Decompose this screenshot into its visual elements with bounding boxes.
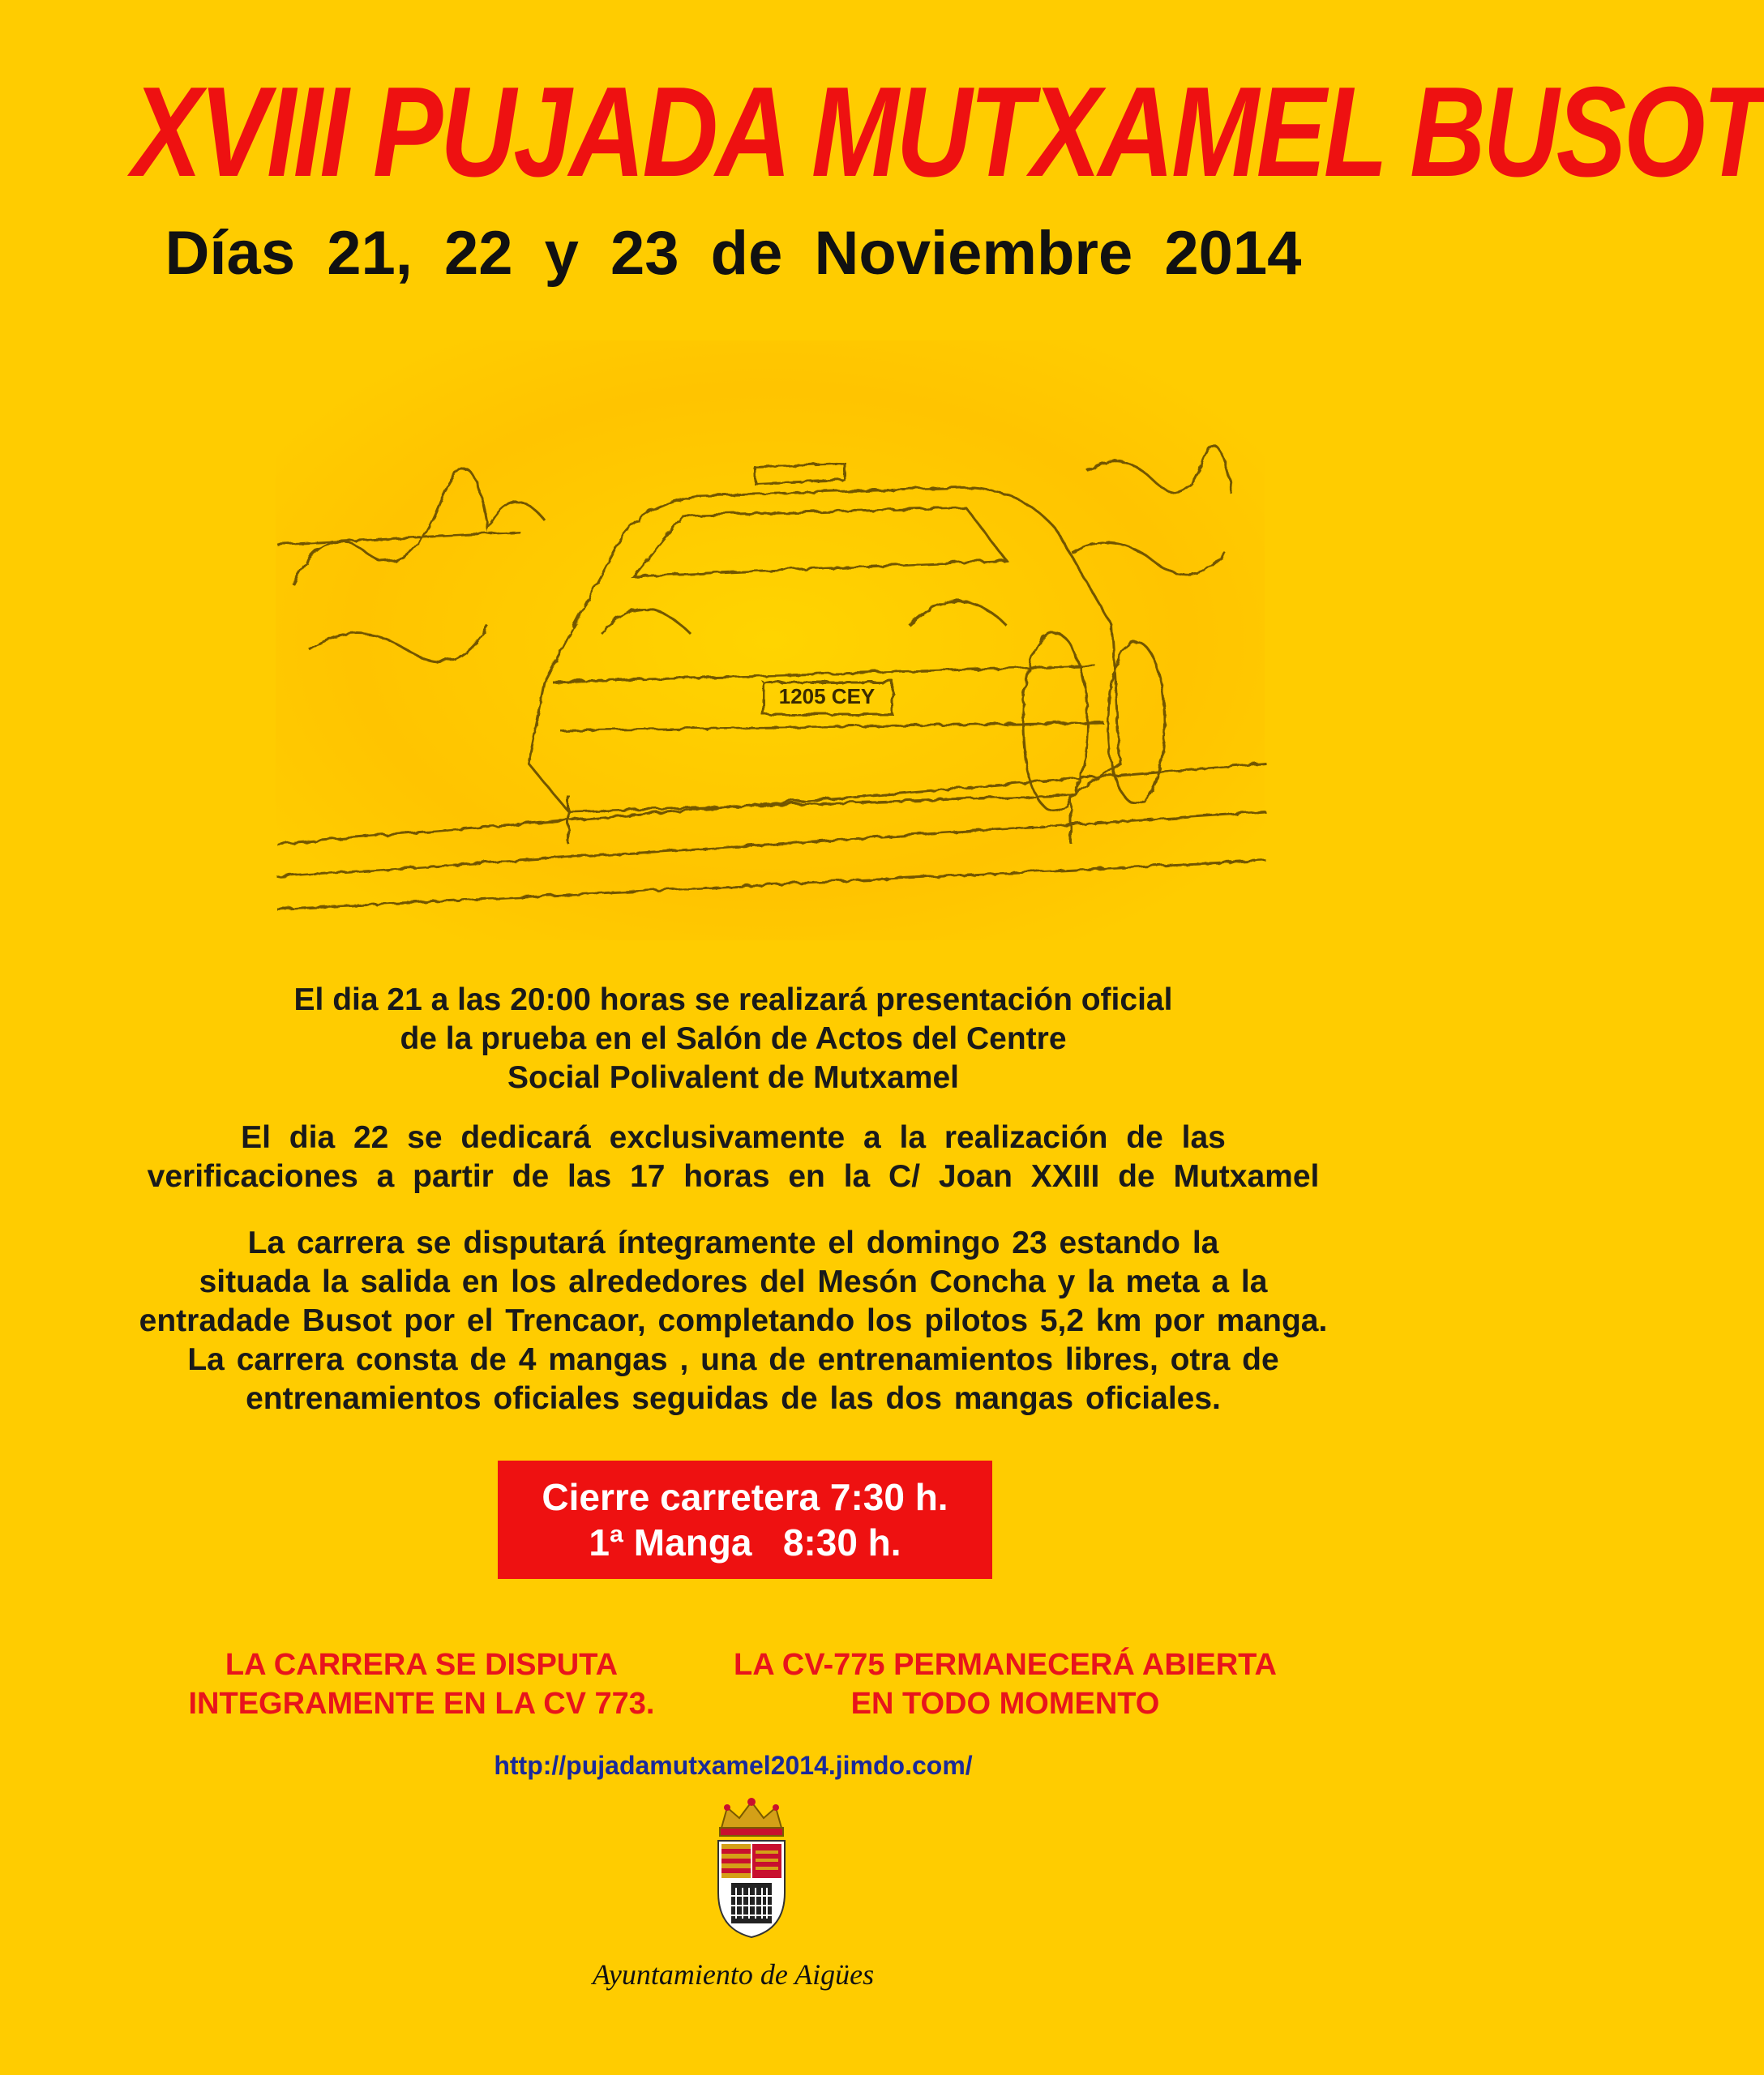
note-line: EN TODO MOMENTO — [850, 1687, 1160, 1721]
open-road-note — [697, 1645, 1313, 1723]
first-run-time: 1ª Manga 8:30 h. — [589, 1521, 901, 1564]
text-line: Social Polivalent de Mutxamel — [507, 1060, 959, 1095]
note-line: LA CARRERA SE DISPUTA — [225, 1648, 619, 1682]
town-council-signature: Ayuntamiento de Aigües — [592, 1958, 875, 1991]
poster-title: XVIII PUJADA MUTXAMEL BUSOT — [131, 61, 1764, 203]
race-paragraph — [0, 1224, 1466, 1418]
note-line: LA CV-775 PERMANECERÁ ABIERTA — [733, 1648, 1277, 1682]
text-line: de la prueba en el Salón de Actos del Centre — [400, 1021, 1067, 1056]
text-line: La carrera se disputará íntegramente el domingo 23 estando la — [247, 1226, 1219, 1260]
route-note — [130, 1645, 713, 1723]
schedule-box — [498, 1461, 992, 1579]
text-line: verificaciones a partir de las 17 horas en la C/ Joan XXIII de Mutxamel — [147, 1159, 1320, 1194]
note-line: INTEGRAMENTE EN LA CV 773. — [188, 1687, 655, 1721]
verification-paragraph — [0, 1119, 1466, 1196]
text-line: El dia 22 se dedicará exclusivamente a la realización de las — [241, 1120, 1226, 1155]
rally-car-image — [276, 340, 1265, 940]
text-line: entrenamientos oficiales seguidas de las dos mangas oficiales. — [246, 1381, 1221, 1416]
coat-of-arms-icon — [707, 1795, 796, 1941]
road-closure-time: Cierre carretera 7:30 h. — [542, 1476, 948, 1518]
text-line: situada la salida en los alrededores del Mesón Concha y la meta a la — [199, 1264, 1268, 1299]
text-line: El dia 21 a las 20:00 horas se realizará presentación oficial — [293, 982, 1173, 1017]
text-line: La carrera consta de 4 mangas , una de entrenamientos libres, otra de — [187, 1342, 1279, 1377]
event-dates: Días 21, 22 y 23 de Noviembre 2014 — [165, 219, 1302, 288]
license-plate: 1205 CEY — [778, 684, 876, 708]
event-website-link[interactable]: http://pujadamutxamel2014.jimdo.com/ — [494, 1751, 973, 1780]
presentation-paragraph — [0, 981, 1466, 1097]
text-line: entradade Busot por el Trencaor, completando los pilotos 5,2 km por manga. — [139, 1303, 1328, 1338]
